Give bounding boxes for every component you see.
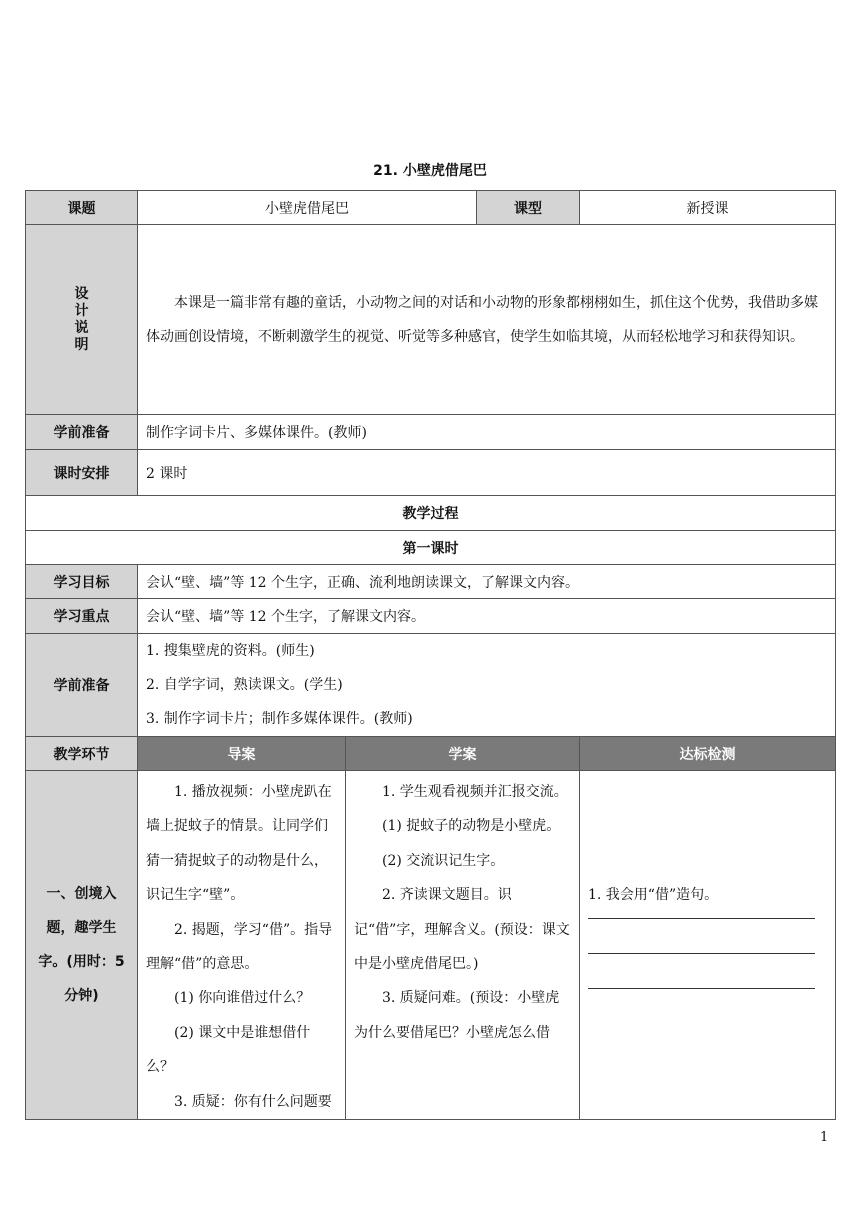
design-label-cell xyxy=(26,225,138,415)
topic-label: 课题 xyxy=(26,191,138,225)
design-label: 设计说明 xyxy=(74,285,89,353)
answer-line xyxy=(588,988,815,989)
list-item: 3. 制作字词卡片；制作多媒体课件。(教师) xyxy=(146,711,413,727)
page-number: 1 xyxy=(820,1130,829,1145)
stage1-name: 一、创境入题，趣学生字。(用时：5 分钟) xyxy=(38,886,125,1005)
stage1-check-cell xyxy=(580,771,836,1120)
guide-header: 导案 xyxy=(138,737,346,771)
guide-item: (1) 你向谁借过什么？ xyxy=(174,990,311,1007)
goals-row xyxy=(26,565,836,599)
process-heading: 教学过程 xyxy=(26,496,836,531)
goals-label: 学习目标 xyxy=(26,565,138,599)
process-heading-row xyxy=(26,496,836,531)
prep2-row xyxy=(26,634,836,737)
check-prompt: 1. 我会用“借”造句。 xyxy=(588,887,719,903)
study-header: 学案 xyxy=(346,737,580,771)
focus-label: 学习重点 xyxy=(26,599,138,634)
goals-text: 会认“壁、墙”等 12 个生字，正确、流利地朗读课文，了解课文内容。 xyxy=(138,565,836,599)
answer-line xyxy=(588,953,815,954)
prep-label: 学前准备 xyxy=(26,415,138,450)
study-item: 1. 学生观看视频并汇报交流。 xyxy=(382,784,568,800)
stage1-row xyxy=(26,771,836,1120)
focus-row xyxy=(26,599,836,634)
design-text: 本课是一篇非常有趣的童话，小动物之间的对话和小动物的形象都栩栩如生，抓住这个优势，我借助多媒体动画创设情境，不断刺激学生的视觉、听觉等多种感官，使学生如临其境，从而轻松地学习和获得知识。 xyxy=(146,294,818,345)
list-item: 2. 自学字词，熟读课文。(学生) xyxy=(146,677,343,693)
focus-text: 会认“壁、墙”等 12 个生字，了解课文内容。 xyxy=(138,599,836,634)
guide-item: 2. 揭题，学习“借”。指导理解“借”的意思。 xyxy=(146,921,333,973)
answer-line xyxy=(588,918,815,919)
lesson-plan-table xyxy=(25,190,836,1120)
lesson-type-label: 课型 xyxy=(477,191,580,225)
design-row xyxy=(26,225,836,415)
document-title: 21. 小壁虎借尾巴 xyxy=(373,163,487,179)
list-item: 1. 搜集壁虎的资料。(师生) xyxy=(146,643,315,659)
prep2-list xyxy=(138,634,836,737)
study-item: 3. 质疑问难。(预设：小壁虎为什么要借尾巴？小壁虎怎么借 xyxy=(354,990,560,1041)
schedule-label: 课时安排 xyxy=(26,450,138,496)
guide-item: 1. 播放视频：小壁虎趴在墙上捉蚊子的情景。让同学们猜一猜捉蚊子的动物是什么，识记生字“壁”。 xyxy=(146,784,332,904)
check-header: 达标检测 xyxy=(580,737,836,771)
lesson1-heading: 第一课时 xyxy=(26,531,836,565)
topic-value: 小壁虎借尾巴 xyxy=(138,191,477,225)
prep-row xyxy=(26,415,836,450)
study-item: (2) 交流识记生字。 xyxy=(382,852,505,869)
study-item: 2. 齐读课文题目。识记“借”字，理解含义。(预设：课文中是小壁虎借尾巴。) xyxy=(354,887,570,973)
schedule-text: 2 课时 xyxy=(138,450,836,496)
guide-item: (2) 课文中是谁想借什么？ xyxy=(146,1024,311,1076)
design-text-cell xyxy=(138,225,836,415)
lesson1-heading-row xyxy=(26,531,836,565)
study-item: (1) 捉蚊子的动物是小壁虎。 xyxy=(382,818,561,835)
stage-header: 教学环节 xyxy=(26,737,138,771)
schedule-row xyxy=(26,450,836,496)
lesson-type-value: 新授课 xyxy=(580,191,836,225)
stage1-name-cell xyxy=(26,771,138,1120)
stage1-guide-cell xyxy=(138,771,346,1120)
topic-row xyxy=(26,191,836,225)
prep2-label: 学前准备 xyxy=(26,634,138,737)
process-header-row xyxy=(26,737,836,771)
stage1-study-cell xyxy=(346,771,580,1120)
guide-item: 3. 质疑：你有什么问题要 xyxy=(174,1093,332,1110)
prep-text: 制作字词卡片、多媒体课件。(教师) xyxy=(138,415,836,450)
